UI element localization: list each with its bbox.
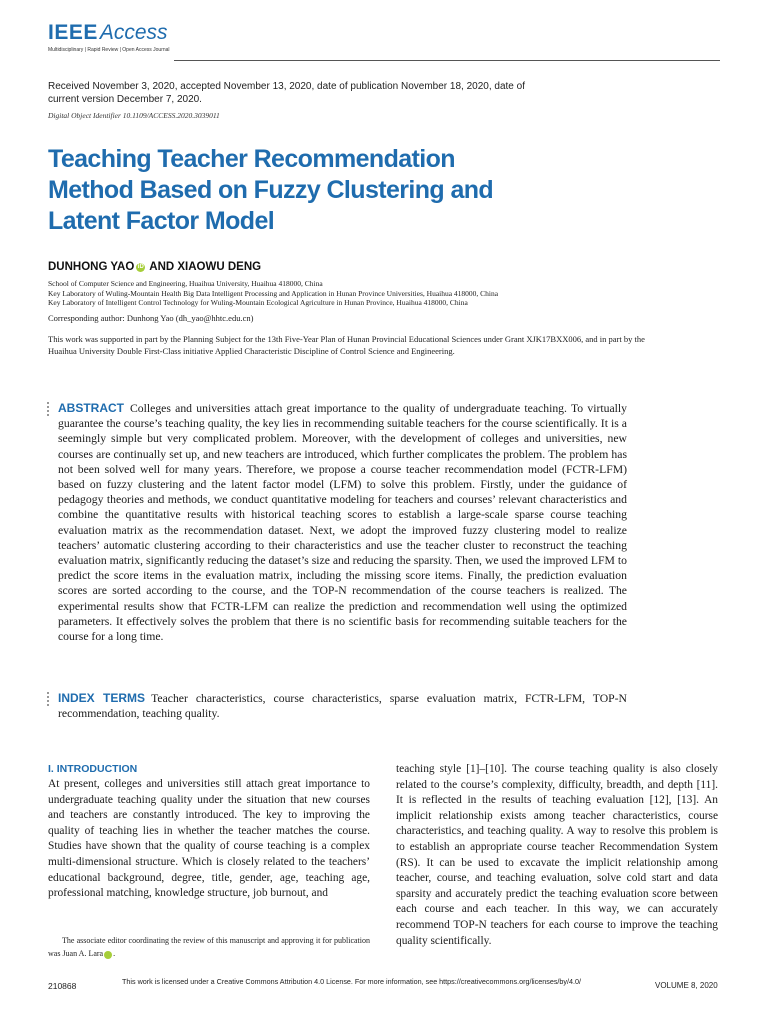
brand-access: Access [99,21,168,44]
orcid-icon[interactable]: iD [104,951,112,959]
index-terms-text: Teacher characteristics, course characteristics, sparse evaluation matrix, FCTR-LFM, TOP-N recommendation, teaching quality. [58,692,627,721]
affiliation-3: Key Laboratory of Intelligent Control Technology for Wuling-Mountain Ecological Agriculture in Hunan Province, Huaihua 418000, China [48,298,468,308]
corresponding-author: Corresponding author: Dunhong Yao (dh_yao@hhtc.edu.cn) [48,313,254,323]
intro-paragraph-right: teaching style [1]–[10]. The course teaching quality is also closely related to the course’s complexity, difficulty, breadth, and depth [11]. It is reflected in the results of teaching evaluation [12], [13]. An implicit relationship exists among teacher characteristics, course characteristics, and teaching quality. A way to resolve this problem is to establish an appropriate course teacher Recommendation System (RS). It can be used to excavate the implicit relationship among teacher, course, and teaching evaluation, solve cold start and data sparsity and accurately predict the teaching evaluation score between each course and each teacher. In this way, we can accurately recommend TOP-N teachers for each course to improve the teaching quality scientifically. [396,763,718,947]
received-dates: Received November 3, 2020, accepted November 13, 2020, date of publication November 18, 2020, date of current version December 7, 2020. [48,81,525,105]
journal-tagline: Multidisciplinary | Rapid Review | Open Access Journal [48,47,170,53]
brand-ieee: IEEE [48,21,98,44]
section-heading-introduction: I. INTRODUCTION [48,763,138,775]
journal-logo [48,22,170,53]
abstract-text: Colleges and universities attach great importance to the quality of undergraduate teaching. To virtually guarantee the course’s teaching quality, the key lies in recommending suitable teachers for the course scientifically. It is a seemingly simple but very complicated problem. Moreover, with the development of colleges and universities, new courses are continually set up, and new teachers are introduced, which further complicates the problem. The problem has not been solved well for many years. Therefore, we propose a course teacher recommendation model (FCTR-LFM) based on fuzzy clustering and the latent factor model (LFM) to solve this problem. Firstly, under the guidance of pedagogy theories and methods, we conduct quantitative modeling for teachers and courses’ relevant characteristics and combine the quantitative results with historical teaching scores to establish a large-scale sparse course teaching evaluation matrix as the recommendation dataset. Next, we adopt the improved fuzzy clustering model to realize teachers’ automatic clustering according to their characteristics and use the teacher cluster to reconstruct the teaching evaluation matrix, significantly reducing the dataset’s size and reducing the sparsity. Then, we used the improved LFM to predict the score items in the evaluation matrix, including the missing score items. Finally, the prediction evaluation scores are sorted according to the course, and the TOP-N recommendation of the course teachers is realized. The experimental results show that FCTR-LFM can realize the prediction and recommendation well using the optimized parameters. It effectively solves the problem that there is no scientific basis for recommending suitable teachers for the course for a long time. [58,402,627,644]
doi: Digital Object Identifier 10.1109/ACCESS.2020.3039011 [48,111,220,120]
abstract [58,401,627,644]
abstract-label: ABSTRACT [58,401,124,415]
index-terms-label: INDEX TERMS [58,691,146,705]
volume: VOLUME 8, 2020 [655,981,718,990]
page-number: 210868 [48,981,77,991]
author-first: DUNHONG YAO [48,261,135,273]
header-rule [174,60,720,61]
footnote-end: . [113,949,116,958]
license-notice: This work is licensed under a Creative Commons Attribution 4.0 License. For more information, see https://creativecommons.org/licenses/by/4.0/ [122,977,582,986]
abstract-marker-icon [47,402,51,416]
index-terms-marker-icon [47,692,51,706]
journal-brand [48,22,170,44]
orcid-icon[interactable]: iD [137,263,144,270]
footnote-text: The associate editor coordinating the review of this manuscript and approving it for publication was Juan A. Lara [48,936,370,958]
affiliations [48,279,498,308]
left-column [48,762,370,902]
affiliation-1: School of Computer Science and Engineering, Huaihua University, Huaihua 418000, China [48,279,323,288]
affiliation-2: Key Laboratory of Wuling-Mountain Health Big Data Intelligent Processing and Application in Hunan Province Universities, Huaihua 418000, China [48,288,499,298]
footnote [48,934,370,960]
funding-statement: This work was supported in part by the Planning Subject for the 13th Five-Year Plan of Hunan Provincial Educational Sciences under Grant XJK17BXX006, and in part by the Huaihua University Double First-Class initiative Applied Characteristic Discipline of Control Science and Engineering. [48,334,645,357]
index-terms [58,691,627,721]
paper-title: Teaching Teacher Recommendation Method Based on Fuzzy Clustering and Latent Factor Model [48,145,494,235]
authors [48,261,261,273]
intro-paragraph-left: At present, colleges and universities still attach great importance to undergraduate teaching quality under the situation that new courses and teachers are constantly introduced. The key to improving the quality of teaching lies in whether the teacher matches the course. Studies have shown that the quality of course teaching is a complex multi-dimensional structure. Which is closely related to the teachers’ educational background, degree, title, gender, age, teaching age, professional matching, knowledge structure, job burnout, and [48,778,370,900]
right-column [396,762,718,949]
author-second: AND XIAOWU DENG [149,261,262,273]
